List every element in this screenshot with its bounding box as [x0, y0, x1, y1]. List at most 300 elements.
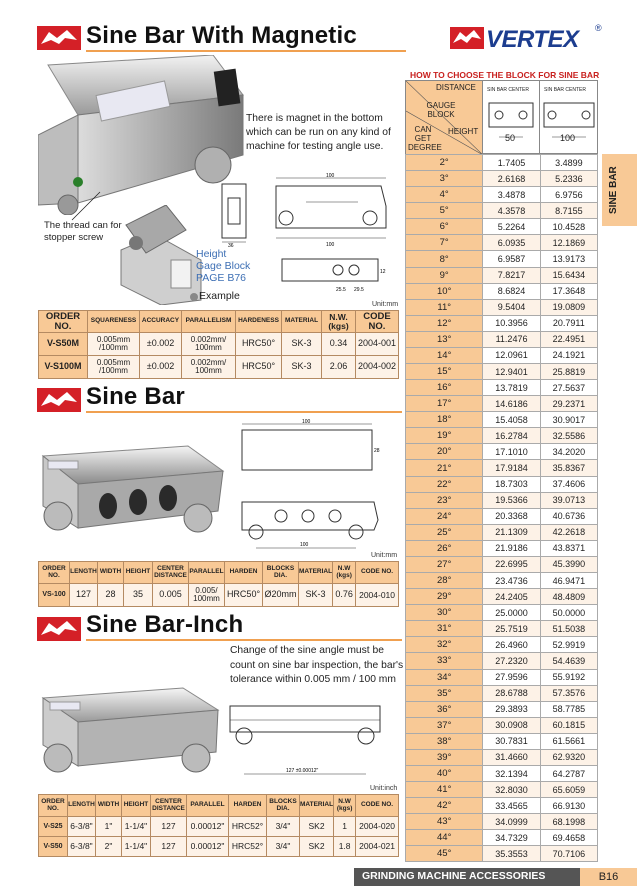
height-50-cell: 12.9401 — [483, 364, 540, 380]
height-100-cell: 39.0713 — [540, 492, 597, 508]
degree-cell: 14° — [406, 347, 483, 363]
degree-cell: 42° — [406, 798, 483, 814]
degree-cell: 17° — [406, 396, 483, 412]
height-100-cell: 66.9130 — [540, 798, 597, 814]
cell: 28 — [98, 584, 124, 607]
col-header: MATERIAL — [299, 562, 333, 584]
title-underline — [86, 50, 406, 52]
height-100-cell: 34.2020 — [540, 444, 597, 460]
table-row — [39, 817, 399, 837]
cell: 2004-001 — [356, 333, 399, 356]
degree-cell: 36° — [406, 701, 483, 717]
cell: 127 — [70, 584, 98, 607]
cell: 1.8 — [334, 837, 356, 857]
height-50-cell: 25.7519 — [483, 621, 540, 637]
table-row — [406, 203, 598, 219]
height-50-cell: 34.0999 — [483, 814, 540, 830]
table-row — [39, 356, 399, 379]
sine-bar-center-label: SIN BAR CENTER — [487, 87, 529, 93]
height-100-cell: 70.7106 — [540, 846, 597, 862]
col-header: HEIGHT — [122, 795, 151, 817]
table-row — [406, 444, 598, 460]
table-row — [406, 798, 598, 814]
cell: 0.00012" — [187, 817, 229, 837]
table-row — [406, 589, 598, 605]
height-100-cell: 27.5637 — [540, 380, 597, 396]
height-50-cell: 14.6186 — [483, 396, 540, 412]
height-50-cell: 8.6824 — [483, 283, 540, 299]
cell: 0.005 — [153, 584, 189, 607]
table-row — [406, 380, 598, 396]
col-header: ORDER NO. — [39, 311, 88, 333]
height-100-cell: 50.0000 — [540, 605, 597, 621]
height-100-cell: 29.2371 — [540, 396, 597, 412]
table-row — [406, 155, 598, 171]
degree-cell: 15° — [406, 364, 483, 380]
sine-bar-inch-unit: Unit:inch — [370, 785, 398, 792]
cell: ±0.002 — [140, 333, 182, 356]
cell: HRC50° — [225, 584, 263, 607]
sine-bar-block-table — [405, 154, 598, 862]
degree-cell: 40° — [406, 765, 483, 781]
table-row — [406, 749, 598, 765]
side-tab-label: SINE BAR — [608, 166, 619, 214]
col-header: CODE NO. — [356, 311, 399, 333]
table-row — [406, 637, 598, 653]
cell: 1" — [96, 817, 122, 837]
height-50-cell: 19.5366 — [483, 492, 540, 508]
magnetic-front-drawing — [266, 172, 396, 252]
height-50-cell: 33.4565 — [483, 798, 540, 814]
cell: 127 — [151, 837, 187, 857]
degree-cell: 26° — [406, 540, 483, 556]
degree-cell: 23° — [406, 492, 483, 508]
table-row — [406, 733, 598, 749]
vertex-logo-icon — [450, 27, 484, 49]
degree-cell: 21° — [406, 460, 483, 476]
cell: 1-1/4" — [122, 837, 151, 857]
cell: 6-3/8" — [68, 837, 96, 857]
cell: SK-3 — [282, 356, 322, 379]
magnetic-spec-table — [38, 310, 399, 379]
degree-cell: 37° — [406, 717, 483, 733]
height-50-cell: 28.6788 — [483, 685, 540, 701]
height-100-cell: 15.6434 — [540, 267, 597, 283]
height-50-cell: 17.9184 — [483, 460, 540, 476]
degree-cell: 24° — [406, 508, 483, 524]
table-row — [406, 669, 598, 685]
height-100-cell: 52.9919 — [540, 637, 597, 653]
col-header: HARDEN — [229, 795, 267, 817]
height-50-cell: 17.1010 — [483, 444, 540, 460]
cell: 1 — [334, 817, 356, 837]
height-50-cell: 10.3956 — [483, 315, 540, 331]
height-100-cell: 45.3990 — [540, 556, 597, 572]
height-50-cell: 3.4878 — [483, 187, 540, 203]
height-50-cell: 12.0961 — [483, 347, 540, 363]
sine-bar-inch-drawing — [222, 700, 392, 784]
dim-text: 100 — [302, 419, 311, 425]
table-row — [406, 315, 598, 331]
height-100-cell: 58.7785 — [540, 701, 597, 717]
col-header: HEIGHT — [124, 562, 153, 584]
cell: 6-3/8" — [68, 817, 96, 837]
table-row — [406, 251, 598, 267]
cell: 2004-010 — [356, 584, 399, 607]
col-header: SQUARENESS — [88, 311, 140, 333]
vertex-brand: VERTEX — [486, 26, 579, 53]
example-bullet-icon — [190, 293, 198, 301]
vertex-logo-icon — [37, 617, 81, 641]
sine-bar-inch-photo — [38, 680, 223, 780]
degree-cell: 30° — [406, 605, 483, 621]
degree-cell: 29° — [406, 589, 483, 605]
table-row — [406, 235, 598, 251]
cell: 1-1/4" — [122, 817, 151, 837]
section-title-sine-bar-inch: Sine Bar-Inch — [86, 611, 244, 638]
col-header: CODE NO. — [356, 562, 399, 584]
col-header: CENTER DISTANCE — [151, 795, 187, 817]
degree-cell: 8° — [406, 251, 483, 267]
height-100-cell: 32.5586 — [540, 428, 597, 444]
height-50-cell: 1.7405 — [483, 155, 540, 171]
title-underline — [86, 411, 402, 413]
distance-label: DISTANCE — [436, 83, 476, 92]
header-diagonal — [406, 81, 483, 155]
height-50-cell: 29.3893 — [483, 701, 540, 717]
sine-bar-unit: Unit:mm — [371, 552, 398, 559]
degree-cell: 19° — [406, 428, 483, 444]
cell: 2004-021 — [356, 837, 399, 857]
example-label: Example — [199, 290, 240, 302]
cell: 3/4" — [267, 837, 300, 857]
height-50-cell: 11.2476 — [483, 331, 540, 347]
table-row — [406, 830, 598, 846]
height-100-cell: 12.1869 — [540, 235, 597, 251]
col-header: WIDTH — [96, 795, 122, 817]
height-100-cell: 20.7911 — [540, 315, 597, 331]
col-header: ORDER NO. — [39, 795, 68, 817]
height-label: HEIGHT — [448, 127, 479, 136]
degree-cell: 5° — [406, 203, 483, 219]
cell: 0.34 — [322, 333, 356, 356]
section-title-sine-bar: Sine Bar — [86, 383, 185, 410]
cell: HRC52° — [229, 837, 267, 857]
dim-text: 100 — [326, 173, 335, 179]
order-no: V-S100M — [39, 356, 88, 379]
vertex-logo-icon — [37, 388, 81, 412]
cell: 0.005mm /100mm — [88, 333, 140, 356]
cell: HRC52° — [229, 817, 267, 837]
height-50-cell: 21.1309 — [483, 524, 540, 540]
height-100-cell: 37.4606 — [540, 476, 597, 492]
dim-text: 28 — [374, 448, 380, 454]
height-100-cell: 8.7155 — [540, 203, 597, 219]
degree-cell: 25° — [406, 524, 483, 540]
col-header: N.W (kgs) — [333, 562, 356, 584]
registered-mark: ® — [595, 23, 602, 33]
height-50-cell: 22.6995 — [483, 556, 540, 572]
degree-cell: 4° — [406, 187, 483, 203]
table-row — [406, 396, 598, 412]
dim-text: 25.5 — [336, 287, 346, 293]
cell: HRC50° — [236, 356, 282, 379]
height-50-cell: 23.4736 — [483, 573, 540, 589]
height-100-cell: 51.5038 — [540, 621, 597, 637]
degree-cell: 27° — [406, 556, 483, 572]
height-50-cell: 5.2264 — [483, 219, 540, 235]
sine-bar-inch-description: Change of the sine angle must be count on sine bar inspection, the bar's tolerance within 0.005 mm / 100 mm — [230, 645, 404, 685]
degree-cell: 35° — [406, 685, 483, 701]
cell: SK-3 — [282, 333, 322, 356]
cell: 0.005/ 100mm — [189, 584, 225, 607]
table-row — [406, 621, 598, 637]
order-no: V-S50M — [39, 333, 88, 356]
height-100-cell: 46.9471 — [540, 573, 597, 589]
title-underline — [86, 639, 402, 641]
table-row — [406, 283, 598, 299]
degree-cell: 2° — [406, 155, 483, 171]
height-50-cell: 6.9587 — [483, 251, 540, 267]
sine-bar-spec-table — [38, 561, 399, 607]
height-100-cell: 64.2787 — [540, 765, 597, 781]
dim-50: 50 — [505, 133, 516, 143]
order-no: V-S50 — [39, 837, 68, 857]
height-50-cell: 31.4660 — [483, 749, 540, 765]
table-row — [39, 837, 399, 857]
degree-cell: 7° — [406, 235, 483, 251]
table-row — [406, 701, 598, 717]
col-50-header — [483, 81, 540, 155]
table-row — [406, 573, 598, 589]
height-50-cell: 9.5404 — [483, 299, 540, 315]
height-100-cell: 17.3648 — [540, 283, 597, 299]
degree-cell: 22° — [406, 476, 483, 492]
table-row — [406, 267, 598, 283]
table-row — [406, 331, 598, 347]
height-100-cell: 54.4639 — [540, 653, 597, 669]
how-to-title: HOW TO CHOOSE THE BLOCK FOR SINE BAR — [410, 70, 600, 80]
col-header: MATERIAL — [300, 795, 334, 817]
table-row — [406, 476, 598, 492]
degree-cell: 32° — [406, 637, 483, 653]
table-row — [406, 717, 598, 733]
height-100-cell: 62.9320 — [540, 749, 597, 765]
height-100-cell: 65.6059 — [540, 782, 597, 798]
cell: 0.00012" — [187, 837, 229, 857]
height-50-cell: 2.6168 — [483, 171, 540, 187]
cell: 0.005mm /100mm — [88, 356, 140, 379]
degree-cell: 44° — [406, 830, 483, 846]
height-50-cell: 34.7329 — [483, 830, 540, 846]
cell: 127 — [151, 817, 187, 837]
height-50-cell: 25.0000 — [483, 605, 540, 621]
table-row — [406, 605, 598, 621]
degree-cell: 31° — [406, 621, 483, 637]
col-header: PARALLEL — [187, 795, 229, 817]
height-50-cell: 13.7819 — [483, 380, 540, 396]
height-100-cell: 10.4528 — [540, 219, 597, 235]
col-header: BLOCKS DIA. — [267, 795, 300, 817]
height-50-cell: 35.3553 — [483, 846, 540, 862]
col-header: ORDER NO. — [39, 562, 70, 584]
height-gage-link[interactable]: Height Gage Block PAGE B76 — [196, 248, 251, 284]
degree-cell: 13° — [406, 331, 483, 347]
height-50-cell: 6.0935 — [483, 235, 540, 251]
order-no: VS-100 — [39, 584, 70, 607]
height-100-cell: 22.4951 — [540, 331, 597, 347]
height-100-cell: 25.8819 — [540, 364, 597, 380]
footer-label: GRINDING MACHINE ACCESSORIES — [362, 870, 546, 882]
dim-text: 127 ±0.00012" — [286, 768, 319, 774]
vertex-logo-icon — [37, 26, 81, 50]
table-row — [406, 846, 598, 862]
sine-bar-photo — [38, 436, 228, 536]
dim-text: 100 — [326, 242, 335, 248]
height-100-cell: 60.1815 — [540, 717, 597, 733]
col-header: N.W (kgs) — [334, 795, 356, 817]
table-row — [406, 187, 598, 203]
height-100-cell: 3.4899 — [540, 155, 597, 171]
cell: 2" — [96, 837, 122, 857]
table-row — [406, 460, 598, 476]
cell: 3/4" — [267, 817, 300, 837]
height-50-cell: 24.2405 — [483, 589, 540, 605]
degree-cell: 9° — [406, 267, 483, 283]
table-row — [406, 653, 598, 669]
height-50-cell: 32.1394 — [483, 765, 540, 781]
side-tab — [602, 154, 637, 226]
degree-cell: 11° — [406, 299, 483, 315]
height-50-cell: 26.4960 — [483, 637, 540, 653]
height-100-cell: 40.6736 — [540, 508, 597, 524]
table-row — [406, 814, 598, 830]
height-100-cell: 61.5661 — [540, 733, 597, 749]
how-to-header — [405, 80, 598, 154]
table-row — [406, 364, 598, 380]
degree-cell: 38° — [406, 733, 483, 749]
table-row — [406, 765, 598, 781]
table-row — [406, 782, 598, 798]
cell: SK-3 — [299, 584, 333, 607]
cell: 2004-002 — [356, 356, 399, 379]
table-row — [406, 171, 598, 187]
height-100-cell: 42.2618 — [540, 524, 597, 540]
table-row — [406, 347, 598, 363]
degree-cell: 20° — [406, 444, 483, 460]
height-50-cell: 20.3368 — [483, 508, 540, 524]
dim-text: 36 — [228, 243, 234, 248]
thread-note-leader — [70, 190, 110, 222]
magnetic-unit: Unit:mm — [372, 301, 399, 308]
height-100-cell: 6.9756 — [540, 187, 597, 203]
degree-cell: 45° — [406, 846, 483, 862]
table-row — [406, 508, 598, 524]
height-50-cell: 21.9186 — [483, 540, 540, 556]
height-50-cell: 27.2320 — [483, 653, 540, 669]
height-100-cell: 13.9173 — [540, 251, 597, 267]
col-header: LENGTH — [70, 562, 98, 584]
height-100-cell: 30.9017 — [540, 412, 597, 428]
cell: Ø20mm — [263, 584, 299, 607]
example-setup-photo — [116, 205, 206, 305]
cell: HRC50° — [236, 333, 282, 356]
col-header: CODE NO. — [356, 795, 399, 817]
table-row — [406, 428, 598, 444]
table-row — [406, 524, 598, 540]
table-row — [39, 584, 399, 607]
height-100-cell: 5.2336 — [540, 171, 597, 187]
col-header: BLOCKS DIA. — [263, 562, 299, 584]
table-row — [39, 333, 399, 356]
cell: 0.76 — [333, 584, 356, 607]
degree-cell: 39° — [406, 749, 483, 765]
dim-text: 100 — [300, 542, 309, 548]
gauge-block-label: GAUGE BLOCK — [426, 101, 456, 119]
degree-cell: 33° — [406, 653, 483, 669]
magnetic-bottom-drawing — [278, 255, 390, 295]
sine-bar-top-drawing — [236, 418, 386, 474]
table-row — [406, 492, 598, 508]
table-row — [406, 412, 598, 428]
col-header: N.W. (kgs) — [322, 311, 356, 333]
cell: 2004-020 — [356, 817, 399, 837]
height-50-cell: 18.7303 — [483, 476, 540, 492]
height-100-cell: 69.4658 — [540, 830, 597, 846]
height-100-cell: 48.4809 — [540, 589, 597, 605]
col-header: PARALLELISM — [182, 311, 236, 333]
height-100-cell: 43.8371 — [540, 540, 597, 556]
height-50-cell: 15.4058 — [483, 412, 540, 428]
height-100-cell: 35.8367 — [540, 460, 597, 476]
height-50-cell: 4.3578 — [483, 203, 540, 219]
cell: SK2 — [300, 837, 334, 857]
dim-text: 29.5 — [354, 287, 364, 293]
table-row — [406, 540, 598, 556]
degree-cell: 3° — [406, 171, 483, 187]
col-header: HARDENESS — [236, 311, 282, 333]
order-no: V-S25 — [39, 817, 68, 837]
section-title-magnetic: Sine Bar With Magnetic — [86, 22, 357, 49]
sine-bar-inch-spec-table — [38, 794, 399, 857]
dim-100: 100 — [560, 133, 576, 143]
col-100-header — [540, 81, 598, 155]
col-header: LENGTH — [68, 795, 96, 817]
table-row — [406, 685, 598, 701]
cell: 0.002mm/ 100mm — [182, 333, 236, 356]
height-50-cell: 27.9596 — [483, 669, 540, 685]
height-50-cell: 30.7831 — [483, 733, 540, 749]
degree-cell: 16° — [406, 380, 483, 396]
height-100-cell: 55.9192 — [540, 669, 597, 685]
col-header: WIDTH — [98, 562, 124, 584]
magnetic-side-drawing — [216, 176, 256, 248]
can-get-degree-label: CAN GET DEGREE — [408, 125, 442, 152]
cell: 0.002mm/ 100mm — [182, 356, 236, 379]
degree-cell: 41° — [406, 782, 483, 798]
table-row — [406, 299, 598, 315]
col-header: PARALLEL — [189, 562, 225, 584]
sine-bar-center-label: SIN BAR CENTER — [544, 87, 586, 93]
degree-cell: 6° — [406, 219, 483, 235]
cell: SK2 — [300, 817, 334, 837]
col-header: HARDEN — [225, 562, 263, 584]
sine-bar-front-drawing — [236, 490, 386, 554]
dim-text: 12 — [380, 269, 386, 275]
degree-cell: 12° — [406, 315, 483, 331]
degree-cell: 10° — [406, 283, 483, 299]
cell: ±0.002 — [140, 356, 182, 379]
